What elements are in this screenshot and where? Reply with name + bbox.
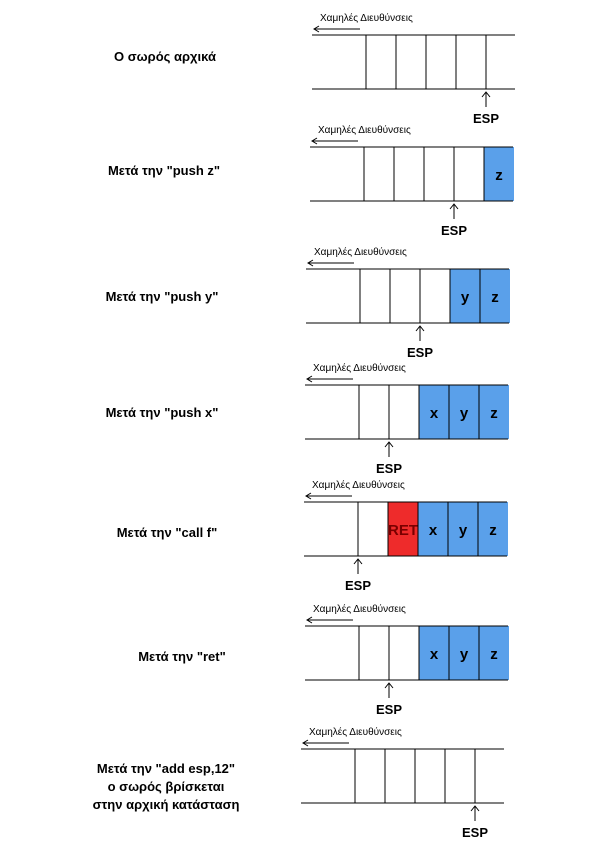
low-address-label: Χαμηλές Διευθύνσεις — [314, 247, 407, 258]
cell-label: y — [459, 405, 469, 422]
cell-label: z — [491, 289, 499, 306]
cell-label: RET — [388, 522, 418, 539]
cell-label: y — [460, 289, 470, 306]
caption-line: Μετά την "add esp,12" — [96, 761, 236, 776]
stack-state-5 — [304, 479, 508, 593]
caption-line: Μετά την "push z" — [107, 163, 221, 178]
state-caption — [56, 760, 276, 814]
low-address-label: Χαμηλές Διευθύνσεις — [320, 13, 413, 24]
low-address-label: Χαμηλές Διευθύνσεις — [312, 480, 405, 491]
caption-line: Μετά την "push x" — [105, 405, 219, 420]
state-caption — [54, 162, 274, 180]
esp-label: ESP — [440, 223, 468, 238]
cell-label: y — [458, 522, 468, 539]
state-caption — [57, 524, 277, 542]
caption-line: Ο σωρός αρχικά — [114, 49, 216, 64]
caption-line: Μετά την "call f" — [116, 525, 218, 540]
esp-label: ESP — [461, 825, 489, 840]
caption-line: Μετά την "push y" — [105, 289, 219, 304]
stack-state-4 — [305, 362, 509, 476]
cell-label: z — [489, 522, 497, 539]
cell-label: x — [428, 522, 438, 539]
state-caption — [52, 288, 272, 306]
cell-label: y — [459, 646, 469, 663]
low-address-label: Χαμηλές Διευθύνσεις — [313, 363, 406, 374]
stack-state-7 — [301, 726, 504, 840]
esp-label: ESP — [375, 702, 403, 717]
low-address-label: Χαμηλές Διευθύνσεις — [318, 125, 411, 136]
caption-line: στην αρχική κατάσταση — [92, 797, 240, 812]
stack-state-2 — [310, 124, 514, 238]
esp-label: ESP — [375, 461, 403, 476]
esp-label: ESP — [344, 578, 372, 593]
caption-line: ο σωρός βρίσκεται — [107, 779, 225, 794]
stack-state-3 — [306, 246, 510, 360]
state-caption — [52, 404, 272, 422]
esp-label: ESP — [406, 345, 434, 360]
state-caption — [72, 648, 292, 666]
low-address-label: Χαμηλές Διευθύνσεις — [313, 604, 406, 615]
stack-state-6 — [305, 603, 509, 717]
cell-label: z — [495, 167, 503, 184]
cell-label: z — [490, 646, 498, 663]
cell-label: x — [429, 405, 439, 422]
caption-line: Μετά την "ret" — [138, 649, 226, 664]
stack-state-1 — [312, 12, 515, 126]
cell-label: x — [429, 646, 439, 663]
state-caption — [55, 48, 275, 66]
esp-label: ESP — [472, 111, 500, 126]
cell-label: z — [490, 405, 498, 422]
low-address-label: Χαμηλές Διευθύνσεις — [309, 727, 402, 738]
